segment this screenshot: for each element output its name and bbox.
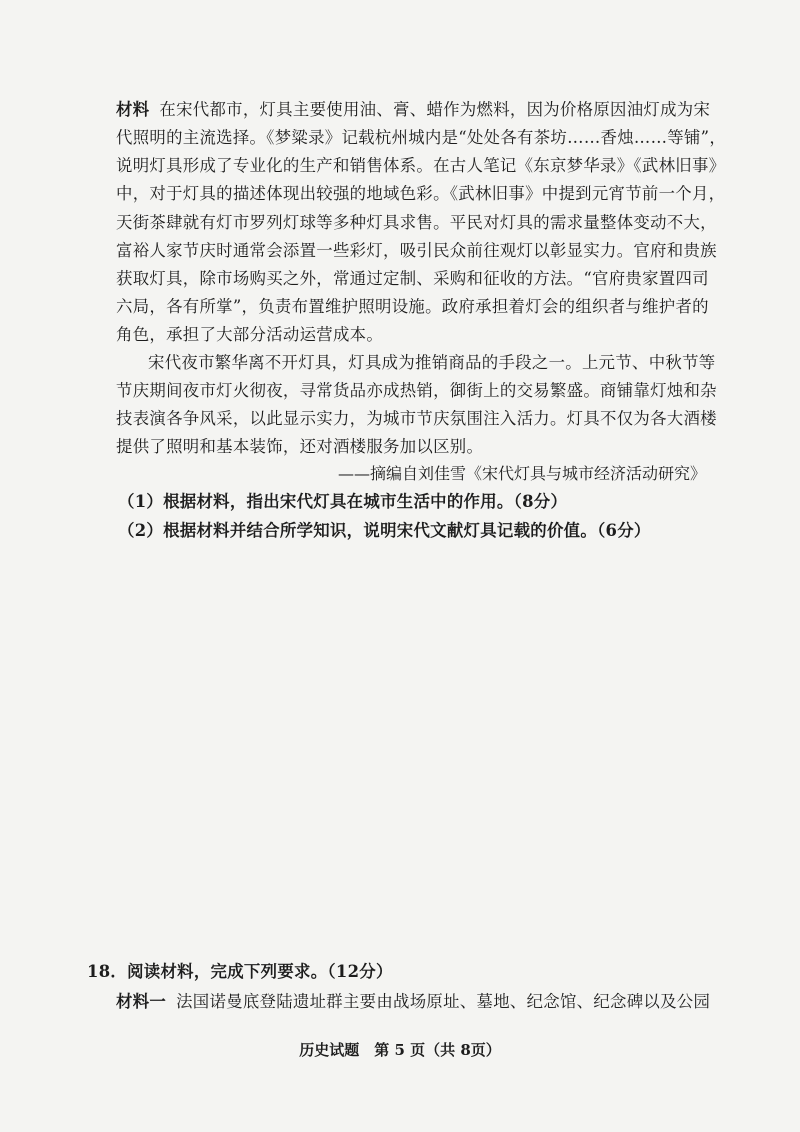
material-source: ——摘编自刘佳雪《宋代灯具与城市经济活动研究》: [338, 464, 707, 483]
question-18-material-label: 材料一: [116, 992, 167, 1011]
material-line-4: 中，对于灯具的描述体现出较强的地域色彩。《武林旧事》中提到元宵节前一个月，: [116, 184, 726, 203]
question-2: （2）根据材料并结合所学知识，说明宋代文献灯具记载的价值。（6分）: [118, 521, 651, 540]
material-line-9: 角色，承担了大部分活动运营成本。: [116, 325, 384, 344]
question-1: （1）根据材料，指出宋代灯具在城市生活中的作用。（8分）: [118, 492, 568, 511]
material-para2-line-4: 提供了照明和基本装饰，还对酒楼服务加以区别。: [116, 437, 484, 456]
material-line-8: 六局，各有所掌”，负责布置维护照明设施。政府承担着灯会的组织者与维护者的: [116, 297, 709, 316]
material-para2-line-3: 技表演各争风采，以此显示实力，为城市节庆氛围注入活力。灯具不仅为各大酒楼: [116, 409, 717, 428]
material-para2-line-2: 节庆期间夜市灯火彻夜，寻常货品亦成热销，御街上的交易繁盛。商铺靠灯烛和杂: [116, 381, 717, 400]
question-18-material-line: [116, 992, 710, 1012]
material-para2-line-1: 宋代夜市繁华离不开灯具，灯具成为推销商品的手段之一。上元节、中秋节等: [148, 353, 716, 372]
question-18-material-text: 法国诺曼底登陆遗址群主要由战场原址、墓地、纪念馆、纪念碑以及公园: [176, 992, 711, 1011]
material-line-3: 说明灯具形成了专业化的生产和销售体系。在古人笔记《东京梦华录》《武林旧事》: [116, 156, 726, 175]
material-line-1: [116, 100, 710, 120]
material-line-2: 代照明的主流选择。《梦粱录》记载杭州城内是“处处各有茶坊……香烛……等铺”，: [116, 128, 727, 147]
material-line-7: 获取灯具，除市场购买之外，常通过定制、采购和征收的方法。“官府贵家置四司: [116, 269, 709, 288]
material-line-6: 富裕人家节庆时通常会添置一些彩灯，吸引民众前往观灯以彰显实力。官府和贵族: [116, 241, 717, 260]
material-line-5: 天街茶肆就有灯市罗列灯球等多种灯具求售。平民对灯具的需求量整体变动不大，: [116, 213, 717, 232]
material-text: 在宋代都市，灯具主要使用油、膏、蜡作为燃料，因为价格原因油灯成为宋: [159, 100, 711, 119]
question-18-title: 18．阅读材料，完成下列要求。（12分）: [87, 962, 393, 981]
page-footer: 历史试题 第 5 页（共 8页）: [299, 1041, 501, 1059]
material-label: 材料: [116, 100, 150, 119]
